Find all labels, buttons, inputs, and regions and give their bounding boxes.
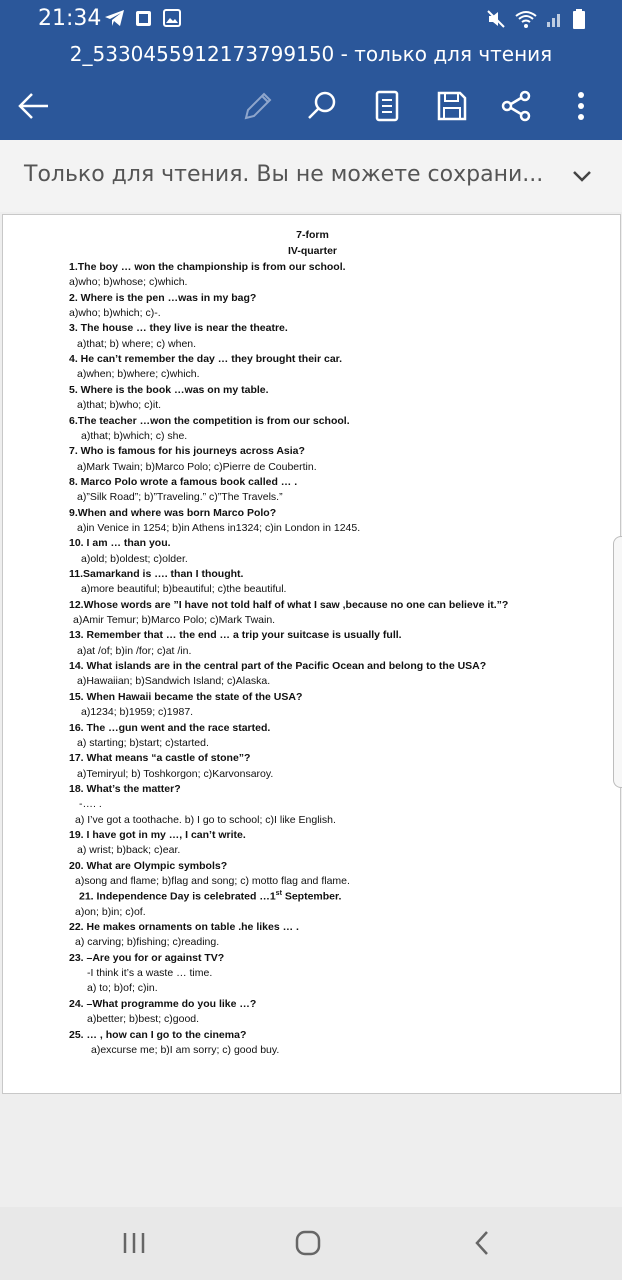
line-text: 15. When Hawaii became the state of the USA? (69, 690, 303, 703)
save-button[interactable] (430, 84, 474, 128)
line-text-tail: September. (281, 890, 342, 903)
question-text (69, 507, 276, 519)
question-text (69, 292, 256, 304)
question-text (69, 353, 342, 365)
line-text: a)Amir Temur; b)Marco Polo; c)Mark Twain. (73, 614, 276, 627)
line-text: 22. He makes ornaments on table .he likes … . (69, 921, 299, 934)
more-options-icon (576, 90, 586, 122)
line-text: 3. The house … they live is near the theatre. (69, 322, 288, 335)
scroll-handle[interactable] (613, 536, 622, 788)
line-text: 2. Where is the pen …was in my bag? (69, 291, 257, 304)
answer-options (77, 399, 161, 411)
share-icon (500, 90, 532, 122)
line-text: a)”Silk Road”; b)”Traveling.” c)”The Travels.” (77, 491, 283, 504)
answer-options (77, 645, 191, 657)
answer-options (77, 768, 273, 780)
signal-icon (546, 9, 564, 34)
line-text: a)that; b) where; c) when. (77, 337, 197, 350)
line-text: a)in Venice in 1254; b)in Athens in1324; c)in London in 1245. (77, 521, 361, 534)
line-text: a)who; b)which; c)-. (69, 307, 161, 320)
question-text (69, 998, 256, 1010)
line-text: a) to; b)of; c)in. (87, 982, 158, 995)
answer-options (75, 875, 350, 887)
answer-options (77, 338, 196, 350)
line-text: a)more beautiful; b)beautiful; c)the beautiful. (81, 583, 287, 596)
answer-options (77, 491, 283, 503)
home-button[interactable] (288, 1225, 328, 1261)
line-text: a)Hawaiian; b)Sandwich Island; c)Alaska. (77, 675, 271, 688)
line-text: 24. –What programme do you like …? (69, 997, 257, 1010)
answer-options (81, 430, 187, 442)
telegram-icon (104, 8, 126, 33)
back-icon (472, 1229, 492, 1257)
line-text: a)at /of; b)in /for; c)at /in. (77, 644, 192, 657)
line-text: 10. I am … than you. (69, 537, 171, 550)
question-text (69, 952, 224, 964)
mute-icon (486, 9, 506, 34)
answer-options (81, 583, 286, 595)
document-viewport[interactable] (0, 212, 622, 1207)
answer-options (81, 553, 188, 565)
answer-options (77, 844, 180, 856)
answer-options (69, 276, 187, 288)
question-text (69, 921, 299, 933)
question-text (69, 537, 171, 549)
line-text: 18. What’s the matter? (69, 782, 181, 795)
line-text: a)Mark Twain; b)Marco Polo; c)Pierre de Coubertin. (77, 460, 317, 473)
reading-view-icon (373, 90, 401, 122)
line-text: a)when; b)where; c)which. (77, 368, 200, 381)
answer-options (69, 307, 161, 319)
line-text: a) carving; b)fishing; c)reading. (75, 936, 220, 949)
question-text (69, 629, 402, 641)
question-text (69, 568, 243, 580)
edit-pencil-icon (242, 90, 274, 122)
readonly-banner[interactable] (0, 140, 622, 213)
answer-options (73, 614, 275, 626)
question-text (69, 476, 297, 488)
question-text (79, 890, 341, 903)
answer-options (77, 522, 360, 534)
question-text (69, 722, 270, 734)
recent-apps-button[interactable] (114, 1225, 154, 1261)
line-text: 6.The teacher …won the competition is from our school. (69, 414, 350, 427)
question-text (69, 783, 181, 795)
question-text (69, 752, 250, 764)
search-button[interactable] (300, 84, 344, 128)
line-text: 14. What islands are in the central part of the Pacific Ocean and belong to the USA? (69, 660, 487, 673)
line-text: 5. Where is the book …was on my table. (69, 383, 269, 396)
status-time: 21:34 (38, 6, 102, 31)
answer-options (87, 1013, 199, 1025)
back-button[interactable] (12, 84, 56, 128)
answer-options (81, 706, 193, 718)
line-text: 9.When and where was born Marco Polo? (69, 506, 277, 519)
line-text: a)1234; b)1959; c)1987. (81, 706, 194, 719)
question-text (69, 860, 227, 872)
app-header (0, 0, 622, 140)
line-text: 21. Independence Day is celebrated …1 (79, 890, 276, 903)
back-arrow-icon (18, 92, 50, 120)
line-text: a)song and flame; b)flag and song; c) motto flag and flame. (75, 875, 350, 887)
doc-heading-quarter: IV-quarter (287, 245, 337, 257)
toolbar (0, 84, 622, 128)
line-text: a)that; b)who; c)it. (77, 399, 162, 412)
answer-options (75, 906, 146, 918)
line-text: 19. I have got in my …, I can’t write. (69, 828, 246, 841)
line-text: 25. … , how can I go to the cinema? (69, 1028, 247, 1041)
answer-options (87, 967, 212, 979)
line-text: 1.The boy … won the championship is from our school. (69, 261, 346, 273)
line-text: a)on; b)in; c)of. (75, 905, 146, 918)
answer-options (87, 982, 158, 994)
line-text: a) starting; b)start; c)started. (77, 736, 209, 749)
line-text: 23. –Are you for or against TV? (69, 951, 225, 964)
line-text: 8. Marco Polo wrote a famous book called … . (69, 475, 298, 488)
answer-options (75, 814, 336, 826)
home-icon (294, 1229, 322, 1257)
reading-view-button[interactable] (365, 84, 409, 128)
superscript: st (275, 890, 282, 898)
system-nav-bar (0, 1207, 622, 1280)
line-text: 16. The …gun went and the race started. (69, 721, 271, 734)
answer-options (77, 461, 317, 473)
app-icon (134, 8, 154, 33)
line-text: a)who; b)whose; c)which. (69, 276, 188, 289)
answer-options (77, 675, 270, 687)
more-options-button[interactable] (559, 84, 603, 128)
line-text: 11.Samarkand is …. than I thought. (69, 568, 244, 580)
recent-apps-icon (121, 1231, 147, 1255)
line-text: 4. He can’t remember the day … they brought their car. (69, 353, 343, 366)
question-text (69, 261, 346, 273)
line-text: a) wrist; b)back; c)ear. (77, 844, 181, 857)
question-text (69, 384, 269, 396)
line-text: a)Temiryul; b) Toshkorgon; c)Karvonsaroy. (77, 767, 274, 780)
answer-options (75, 936, 219, 948)
question-text (69, 599, 508, 611)
gallery-icon (162, 8, 182, 33)
battery-icon (572, 8, 586, 35)
line-text: 17. What means “a castle of stone”? (69, 752, 251, 765)
line-text: 20. What are Olympic symbols? (69, 859, 228, 872)
question-text (69, 322, 288, 334)
search-icon (306, 90, 338, 122)
question-text (69, 1029, 246, 1041)
line-text: 7. Who is famous for his journeys across Asia? (69, 445, 305, 458)
doc-heading-form: 7-form (296, 229, 329, 241)
line-text: -I think it’s a waste … time. (87, 967, 213, 980)
line-text: a)better; b)best; c)good. (87, 1013, 200, 1026)
wifi-icon (514, 9, 538, 34)
line-text: -…. . (79, 798, 102, 811)
line-text: a)that; b)which; c) she. (81, 429, 188, 442)
status-bar (0, 0, 622, 38)
question-text (69, 829, 246, 841)
readonly-banner-text: Только для чтения. Вы не можете сохрани... (24, 162, 544, 187)
answer-options (91, 1044, 279, 1056)
question-text (69, 415, 350, 427)
line-text: a)excurse me; b)I am sorry; c) good buy. (91, 1043, 280, 1056)
answer-options (77, 737, 209, 749)
question-text (69, 660, 486, 672)
share-button[interactable] (494, 84, 538, 128)
system-back-button[interactable] (462, 1225, 502, 1261)
question-text (69, 691, 302, 703)
answer-options (79, 798, 102, 810)
chevron-down-icon[interactable] (568, 162, 596, 190)
line-text: a) I’ve got a toothache. b) I go to school; c)I like English. (75, 813, 336, 826)
edit-button[interactable] (236, 84, 280, 128)
document-page (2, 214, 621, 1094)
document-title: 2_5330455912173799150 - только для чтения (69, 42, 553, 66)
line-text: 12.Whose words are ”I have not told half of what I saw ,because no one can believe it.”? (69, 598, 509, 611)
answer-options (77, 368, 200, 380)
question-text (69, 445, 305, 457)
line-text: 13. Remember that … the end … a trip your suitcase is usually full. (69, 629, 402, 642)
save-icon (436, 90, 468, 122)
line-text: a)old; b)oldest; c)older. (81, 552, 188, 565)
